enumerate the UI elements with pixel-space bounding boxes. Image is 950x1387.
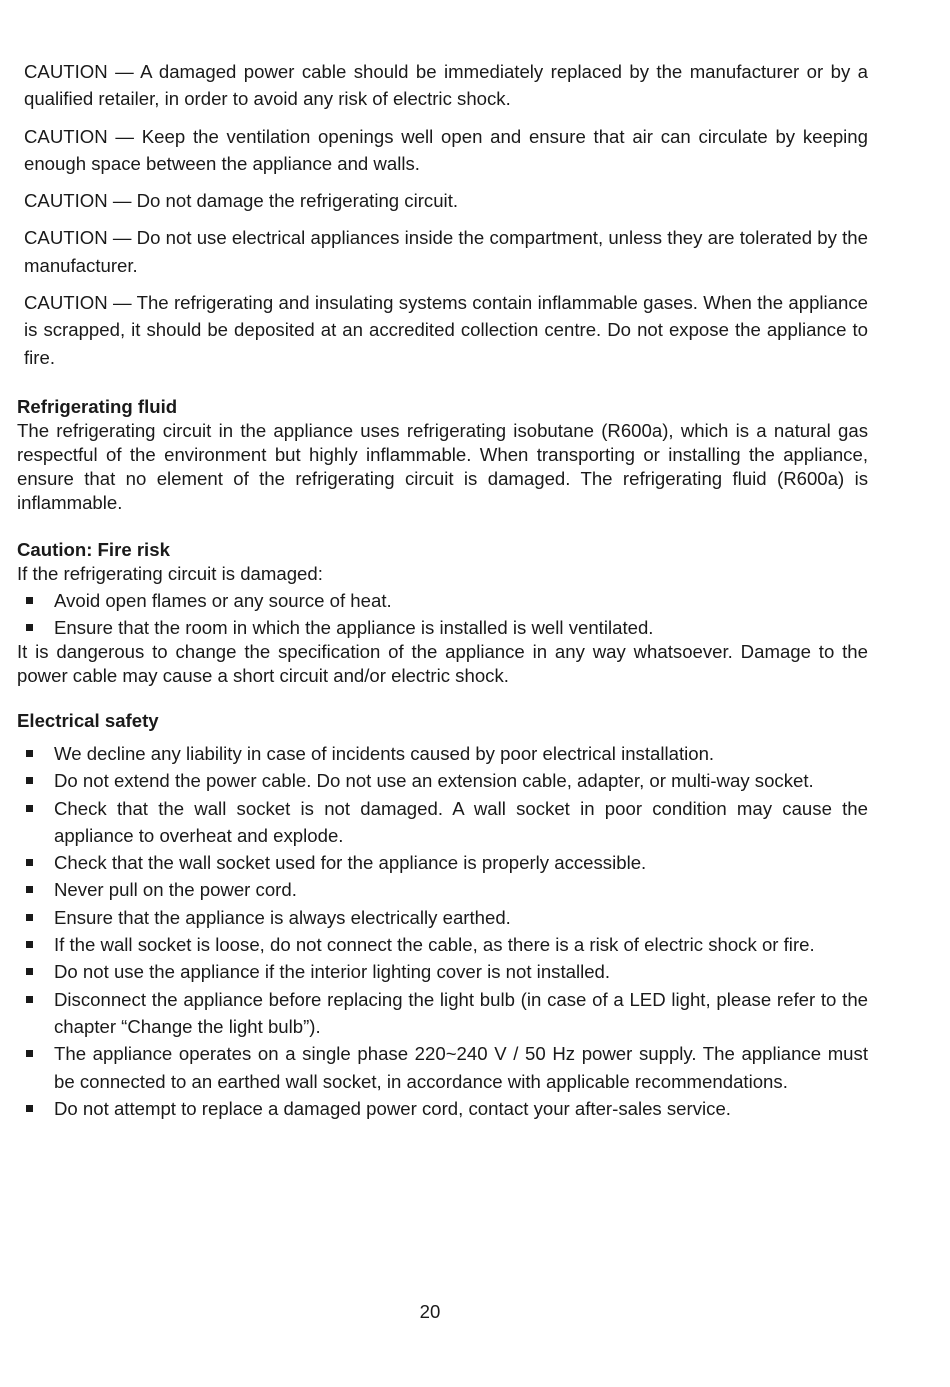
list-item (17, 986, 868, 1041)
square-bullet-icon (26, 996, 33, 1003)
fire-risk-section (17, 538, 868, 688)
section-body: The refrigerating circuit in the appliance uses refrigerating isobutane (R600a), which is a natural gas respectful of the environment but highly inflammable. When transporting or installing the appliance, ensure that no element of the refrigerating circuit is damaged. The refrigerating fluid (R600a) is inflammable. (17, 420, 868, 513)
caution-paragraph: CAUTION — Do not damage the refrigerating circuit. (24, 190, 459, 212)
list-item (17, 904, 868, 931)
list-item (17, 876, 868, 903)
electrical-safety-section (17, 709, 868, 1122)
section-intro: If the refrigerating circuit is damaged: (17, 563, 323, 584)
square-bullet-icon (26, 859, 33, 866)
square-bullet-icon (26, 886, 33, 893)
square-bullet-icon (26, 1105, 33, 1112)
caution-paragraph: CAUTION — The refrigerating and insulating systems contain inflammable gases. When the appliance is scrapped, it should be deposited at an accredited collection centre. Do not expose the appliance to fire. (24, 292, 868, 368)
list-item (17, 740, 868, 767)
list-item (17, 931, 868, 958)
list-item (17, 795, 868, 850)
section-heading: Caution: Fire risk (17, 539, 170, 560)
list-item-text: Do not extend the power cable. Do not use an extension cable, adapter, or multi-way socket. (54, 770, 814, 792)
square-bullet-icon (26, 805, 33, 812)
square-bullet-icon (26, 750, 33, 757)
list-item-text: Do not attempt to replace a damaged power cord, contact your after-sales service. (54, 1097, 731, 1119)
square-bullet-icon (26, 1050, 33, 1057)
list-item-text: Never pull on the power cord. (54, 879, 297, 901)
list-item (17, 849, 868, 876)
list-item (17, 1095, 868, 1122)
list-item-text: Check that the wall socket used for the appliance is properly accessible. (54, 852, 647, 874)
square-bullet-icon (26, 941, 33, 948)
square-bullet-icon (26, 914, 33, 921)
list-item-text: Check that the wall socket is not damaged. A wall socket in poor condition may cause the appliance to overheat and explode. (54, 797, 868, 846)
electrical-safety-bullet-list (17, 740, 868, 1122)
square-bullet-icon (26, 968, 33, 975)
caution-paragraph: CAUTION — Do not use electrical appliances inside the compartment, unless they are tolerated by the manufacturer. (24, 227, 868, 276)
square-bullet-icon (26, 624, 33, 631)
caution-paragraph: CAUTION — Keep the ventilation openings well open and ensure that air can circulate by keeping enough space between the appliance and walls. (24, 125, 868, 174)
list-item-text: We decline any liability in case of incidents caused by poor electrical installation. (54, 743, 715, 764)
list-item-text: The appliance operates on a single phase 220~240 V / 50 Hz power supply. The appliance must be connected to an earthed wall socket, in accordance with applicable recommendations. (54, 1043, 868, 1092)
square-bullet-icon (26, 597, 33, 604)
section-heading: Electrical safety (17, 710, 159, 731)
list-item-text: Avoid open flames or any source of heat. (54, 590, 392, 611)
list-item (17, 616, 868, 640)
list-item (17, 958, 868, 985)
list-item-text: Disconnect the appliance before replacing the light bulb (in case of a LED light, please refer to the chapter “Change the light bulb”). (54, 988, 868, 1037)
caution-list (24, 58, 868, 381)
page-number: 20 (419, 1301, 441, 1322)
list-item (17, 589, 868, 613)
square-bullet-icon (26, 777, 33, 784)
list-item-text: If the wall socket is loose, do not connect the cable, as there is a risk of electric shock or fire. (54, 934, 815, 956)
list-item-text: Ensure that the appliance is always electrically earthed. (54, 906, 511, 928)
fire-risk-bullet-list (17, 589, 868, 640)
section-heading: Refrigerating fluid (17, 396, 178, 417)
refrigerating-fluid-section (17, 395, 868, 515)
list-item (17, 767, 868, 794)
section-outro: It is dangerous to change the specification of the appliance in any way whatsoever. Damage to the power cable may cause a short circuit and/or electric shock. (17, 641, 868, 686)
caution-paragraph: CAUTION — A damaged power cable should be immediately replaced by the manufacturer or by a qualified retailer, in order to avoid any risk of electric shock. (24, 61, 868, 110)
list-item-text: Do not use the appliance if the interior lighting cover is not installed. (54, 961, 611, 983)
list-item-text: Ensure that the room in which the appliance is installed is well ventilated. (54, 617, 654, 638)
list-item (17, 1040, 868, 1095)
